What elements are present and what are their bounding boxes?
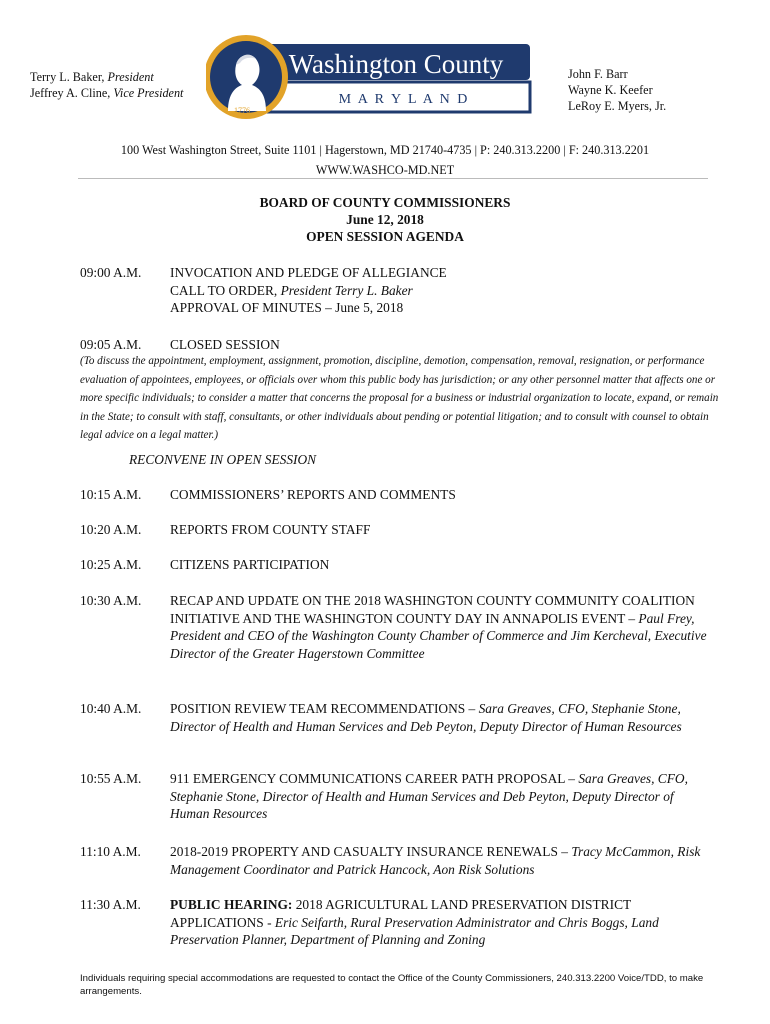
agenda-time: 10:30 A.M.: [80, 593, 142, 608]
address-line: 100 West Washington Street, Suite 1101 | Hagerstown, MD 21740-4735 | P: 240.313.2200 | F: 240.313.2201: [120, 143, 650, 157]
agenda-description: CLOSED SESSION: [170, 337, 280, 352]
official-president: Terry L. Baker, President: [30, 70, 154, 84]
agenda-presenter: Sara Greaves, CFO, Stephanie Stone, Director of Health and Human Services and Deb Peyton, Deputy Director of Human Resources: [170, 771, 688, 822]
agenda-item-1040: [80, 700, 710, 735]
accommodations-footer: Individuals requiring special accommodations are requested to contact the Office of the County Commissioners, 240.313.2200 Voice/TDD, to make arrangements.: [80, 973, 704, 997]
public-hearing-label: PUBLIC HEARING:: [170, 897, 293, 912]
closed-session-note: (To discuss the appointment, employment, assignment, promotion, discipline, demotion, compensation, removal, resignation, or performance evaluation of appointees, employees, or officials over whom this public body has jurisdiction; or any other personnel matter that affects one or more specific individuals; to consider a matter that concerns the proposal for a business or industrial organization to locate, expand, or remain in the State; to consult with staff, consultants, or other individuals about pending or potential litigation; and to consult with counsel to obtain legal advice on a legal matter.): [80, 355, 719, 441]
agenda-item-0905: [80, 336, 710, 354]
agenda-time: 10:25 A.M.: [80, 557, 142, 572]
official-commissioner: John F. Barr: [568, 67, 628, 81]
agenda-time: 09:00 A.M.: [80, 265, 142, 280]
agenda-description: RECAP AND UPDATE ON THE 2018 WASHINGTON COUNTY COMMUNITY COALITION INITIATIVE AND THE WASHINGTON COUNTY DAY IN ANNAPOLIS EVENT – Paul Frey, President and CEO of the Washington County Chamber of Commerce and Jim Kercheval, Executive Director of the Greater Hagerstown Committee: [170, 593, 707, 661]
agenda-presenter: Paul Frey, President and CEO of the Washington County Chamber of Commerce and Jim Kercheval, Executive Director of the Greater Hagerstown Committee: [170, 610, 707, 661]
agenda-time: 09:05 A.M.: [80, 337, 142, 352]
agenda-time: 10:55 A.M.: [80, 771, 142, 786]
board-title: BOARD OF COUNTY COMMISSIONERS: [259, 195, 511, 210]
reconvene-heading: RECONVENE IN OPEN SESSION: [129, 452, 317, 467]
agenda-item-0900: [80, 264, 710, 317]
agenda-time: 11:30 A.M.: [80, 897, 141, 912]
official-vice-president: Jeffrey A. Cline, Vice President: [30, 86, 184, 100]
logo-name: Washington County: [288, 49, 504, 79]
agenda-item-1015: [80, 486, 710, 504]
agenda-description: 2018-2019 PROPERTY AND CASUALTY INSURANCE RENEWALS – Tracy McCammon, Risk Management Coordinator and Patrick Hancock, Aon Risk Solutions: [170, 844, 701, 877]
officials-right: [568, 66, 666, 114]
agenda-presenter: Eric Seifarth, Rural Preservation Administrator and Chris Boggs, Land Preservation Planner, Department of Planning and Zoning: [170, 914, 659, 948]
agenda-presenter: Tracy McCammon, Risk Management Coordinator and Patrick Hancock, Aon Risk Solutions: [170, 844, 701, 877]
meeting-date: June 12, 2018: [346, 212, 424, 227]
agenda-description: CITIZENS PARTICIPATION: [170, 557, 330, 572]
officials-left: [30, 69, 190, 101]
agenda-time: 11:10 A.M.: [80, 844, 141, 859]
agenda-presenter: Sara Greaves, CFO, Stephanie Stone, Director of Health and Human Services and Deb Peyton, Deputy Director of Human Resources: [170, 701, 682, 734]
official-commissioner: LeRoy E. Myers, Jr.: [568, 99, 667, 113]
agenda-description: POSITION REVIEW TEAM RECOMMENDATIONS – Sara Greaves, CFO, Stephanie Stone, Director of Health and Human Services and Deb Peyton, Deputy Director of Human Resources: [170, 701, 682, 734]
header-divider: [78, 178, 708, 179]
agenda-item-1030: [80, 592, 710, 662]
washington-county-logo: [206, 33, 536, 121]
contact-block: [0, 140, 770, 180]
agenda-description: REPORTS FROM COUNTY STAFF: [170, 522, 371, 537]
agenda-description: INVOCATION AND PLEDGE OF ALLEGIANCE CALL TO ORDER, President Terry L. Baker APPROVAL OF MINUTES – June 5, 2018: [170, 265, 447, 316]
agenda-item-1055: [80, 770, 710, 823]
official-commissioner: Wayne K. Keefer: [568, 83, 653, 97]
website-link[interactable]: WWW.WASHCO-MD.NET: [315, 163, 455, 177]
agenda-description: COMMISSIONERS’ REPORTS AND COMMENTS: [170, 487, 456, 502]
agenda-item-1110: [80, 843, 710, 878]
agenda-time: 10:40 A.M.: [80, 701, 142, 716]
agenda-title: OPEN SESSION AGENDA: [306, 229, 464, 244]
agenda-time: 10:15 A.M.: [80, 487, 142, 502]
agenda-item-1025: [80, 556, 710, 574]
agenda-description: 911 EMERGENCY COMMUNICATIONS CAREER PATH PROPOSAL – Sara Greaves, CFO, Stephanie Stone, Director of Health and Human Services and Deb Peyton, Deputy Director of Human Resources: [170, 771, 688, 822]
logo-year: 1776: [234, 106, 250, 115]
agenda-description: PUBLIC HEARING: 2018 AGRICULTURAL LAND PRESERVATION DISTRICT APPLICATIONS - Eric Seifarth, Rural Preservation Administrator and Chris Boggs, Land Preservation Planner, Department of Planning and Zoning: [170, 897, 659, 948]
agenda-item-1020: [80, 521, 710, 539]
agenda-heading: [0, 194, 770, 245]
agenda-item-1130: [80, 896, 710, 949]
agenda-time: 10:20 A.M.: [80, 522, 142, 537]
logo-state: M A R Y L A N D: [338, 92, 470, 107]
